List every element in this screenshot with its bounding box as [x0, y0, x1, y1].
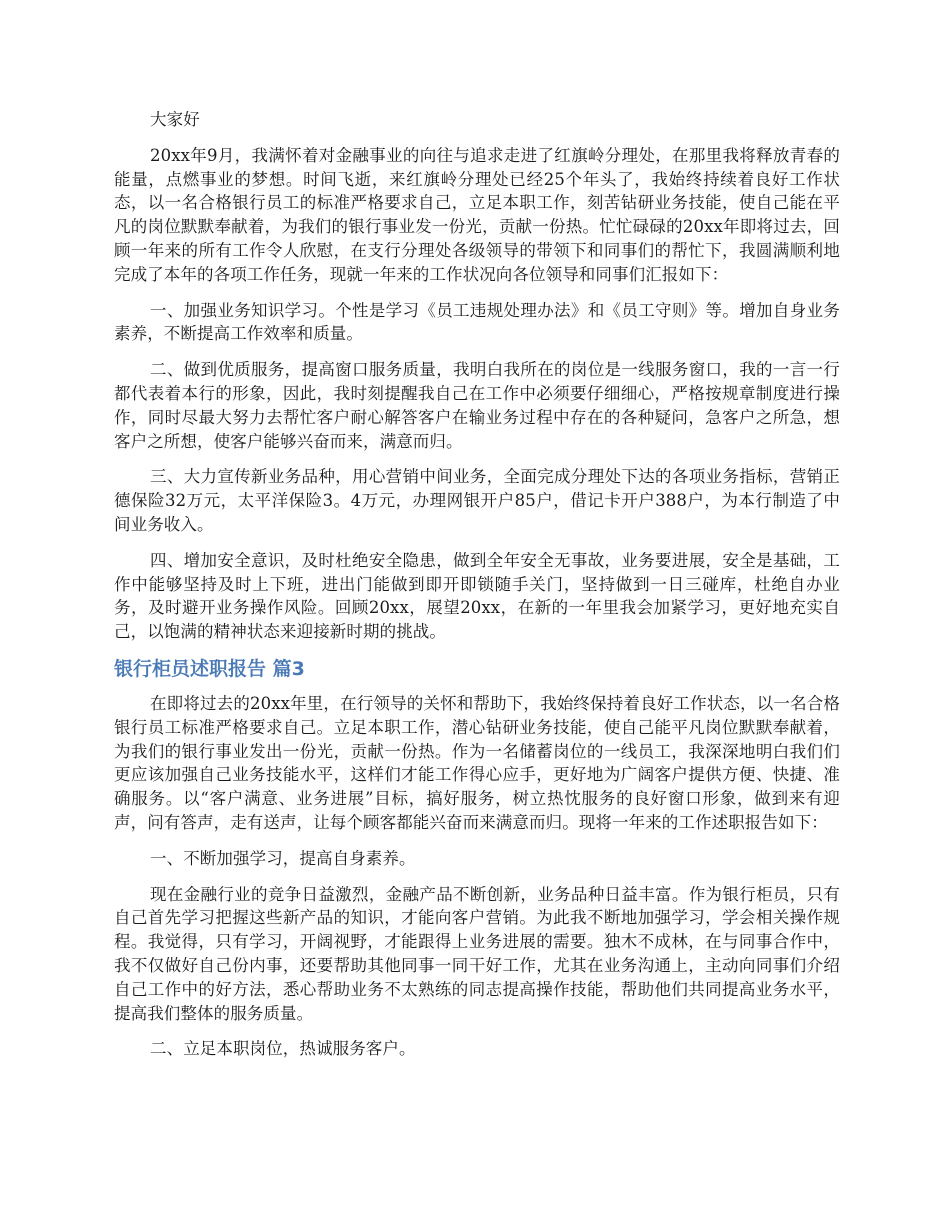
- greeting-paragraph: 大家好: [150, 110, 200, 129]
- item-two-paragraph: 二、做到优质服务，提高窗口服务质量，我明白我所在的岗位是一线服务窗口，我的一言一行都代表着本行的形象，因此，我时刻提醒我自己在工作中必须要仔细细心，严格按规章制度进行操作，同时尽最大努力去帮忙客户耐心解答客户在输业务过程中存在的各种疑问，急客户之所急，想客户之所想，使客户能够兴奋而来，满意而归。: [114, 360, 840, 451]
- intro-paragraph: 20xx年9月，我满怀着对金融事业的向往与追求走进了红旗岭分理处，在那里我将释放青春的能量，点燃事业的梦想。时间飞逝，来红旗岭分理处已经25个年头了，我始终持续着良好工作状态，以一名合格银行员工的标准严格要求自己，立足本职工作，刻苦钻研业务技能，使自己能在平凡的岗位默默奉献着，为我们的银行事业发一份光，贡献一份热。忙忙碌碌的20xx年即将过去，回顾一年来的所有工作令人欣慰，在支行分理处各级领导的带领下和同事们的帮忙下，我圆满顺利地完成了本年的各项工作任务，现就一年来的工作状况向各位领导和同事们汇报如下：: [114, 145, 840, 284]
- item-three-paragraph: 三、大力宣传新业务品种，用心营销中间业务，全面完成分理处下达的各项业务指标，营销正德保险32万元，太平洋保险3。4万元，办理网银开户85户，借记卡开户388户，为本行制造了中间业务收入。: [114, 467, 840, 534]
- section-item-one-paragraph: 现在金融行业的竞争日益激烈，金融产品不断创新，业务品种日益丰富。作为银行柜员，只有自己首先学习把握这些新产品的知识，才能向客户营销。为此我不断地加强学习，学会相关操作规程。我觉得，只有学习，开阔视野，才能跟得上业务进展的需要。独木不成林，在与同事合作中，我不仅做好自己份内事，还要帮助其他同事一同干好工作，尤其在业务沟通上，主动向同事们介绍自己工作中的好方法，悉心帮助业务不太熟练的同志提高操作技能，帮助他们共同提高业务水平，提高我们整体的服务质量。: [114, 884, 840, 1023]
- section-intro-paragraph: 在即将过去的20xx年里，在行领导的关怀和帮助下，我始终保持着良好工作状态，以一名合格银行员工标准严格要求自己。立足本职工作，潜心钻研业务技能，使自己能平凡岗位默默奉献着，为我们的银行事业发出一份光，贡献一份热。作为一名储蓄岗位的一线员工，我深深地明白我们们更应该加强自己业务技能水平，这样们才能工作得心应手，更好地为广阔客户提供方便、快捷、准确服务。以“客户满意、业务进展”目标，搞好服务，树立热忱服务的良好窗口形象，做到来有迎声，问有答声，走有送声，让每个顾客都能兴奋而来满意而归。现将一年来的工作述职报告如下：: [114, 693, 840, 832]
- item-four-paragraph: 四、增加安全意识，及时杜绝安全隐患，做到全年安全无事故，业务要进展，安全是基础，工作中能够坚持及时上下班，进出门能做到即开即锁随手关门，坚持做到一日三碰库，杜绝自办业务，及时避开业务操作风险。回顾20xx，展望20xx，在新的一年里我会加紧学习，更好地充实自己，以饱满的精神状态来迎接新时期的挑战。: [114, 550, 840, 642]
- item-one-paragraph: 一、加强业务知识学习。个性是学习《员工违规处理办法》和《员工守则》等。增加自身业务素养，不断提高工作效率和质量。: [114, 300, 840, 344]
- section-item-two-heading: 二、立足本职岗位，热诚服务客户。: [150, 1039, 416, 1059]
- section-item-one-heading: 一、不断加强学习，提高自身素养。: [150, 848, 416, 868]
- section-title: 银行柜员述职报告 篇3: [114, 657, 305, 680]
- document-page: [114, 108, 840, 1073]
